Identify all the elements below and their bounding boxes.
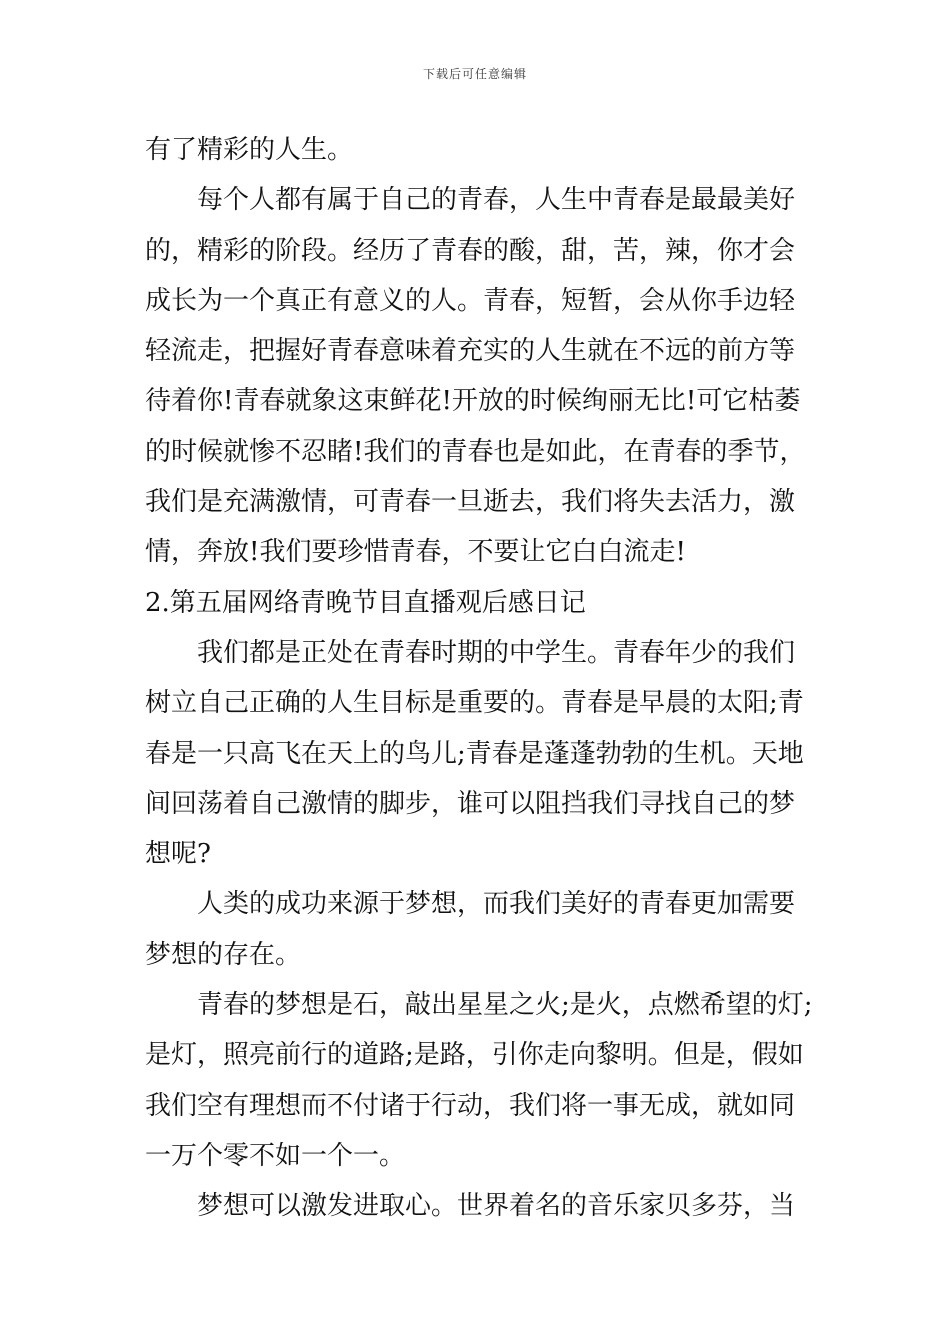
text-line: 的，精彩的阶段。经历了青春的酸，甜，苦，辣，你才会	[145, 235, 796, 266]
text-line: 春是一只高飞在天上的鸟儿;青春是蓬蓬勃勃的生机。天地	[145, 738, 804, 769]
text-line: 我们空有理想而不付诸于行动，我们将一事无成，就如同	[145, 1090, 796, 1121]
text-line: 有了精彩的人生。	[145, 135, 354, 165]
text-line: 梦想的存在。	[145, 939, 302, 970]
text-line: 的时候就惨不忍睹!我们的青春也是如此，在青春的季节，	[145, 436, 806, 467]
text-line: 是灯，照亮前行的道路;是路，引你走向黎明。但是，假如	[145, 1040, 804, 1071]
text-line: 树立自己正确的人生目标是重要的。青春是早晨的太阳;青	[145, 688, 804, 719]
text-line: 一万个零不如一个一。	[145, 1140, 406, 1171]
document-body	[145, 125, 815, 1232]
text-line: 人类的成功来源于梦想，而我们美好的青春更加需要	[197, 889, 796, 920]
text-line: 我们都是正处在青春时期的中学生。青春年少的我们	[197, 637, 796, 668]
text-line: 情，奔放!我们要珍惜青春，不要让它白白流走!	[145, 537, 686, 568]
page-header: 下载后可任意编辑	[422, 67, 527, 81]
text-line: 梦想可以激发进取心。世界着名的音乐家贝多芬，当	[197, 1191, 796, 1222]
text-line: 成长为一个真正有意义的人。青春，短暂，会从你手边轻	[145, 285, 796, 316]
text-line: 每个人都有属于自己的青春，人生中青春是最最美好	[197, 185, 796, 216]
text-line: 青春的梦想是石，敲出星星之火;是火，点燃希望的灯;	[197, 990, 813, 1021]
text-line: 待着你!青春就象这束鲜花!开放的时候绚丽无比!可它枯萎	[145, 386, 801, 417]
text-line: 2.第五届网络青晚节目直播观后感日记	[145, 587, 586, 618]
text-line: 间回荡着自己激情的脚步，谁可以阻挡我们寻找自己的梦	[145, 788, 796, 819]
text-line: 轻流走，把握好青春意味着充实的人生就在不远的前方等	[145, 336, 796, 367]
text-line: 我们是充满激情，可青春一旦逝去，我们将失去活力，激	[145, 487, 796, 518]
text-line: 想呢?	[145, 839, 211, 870]
